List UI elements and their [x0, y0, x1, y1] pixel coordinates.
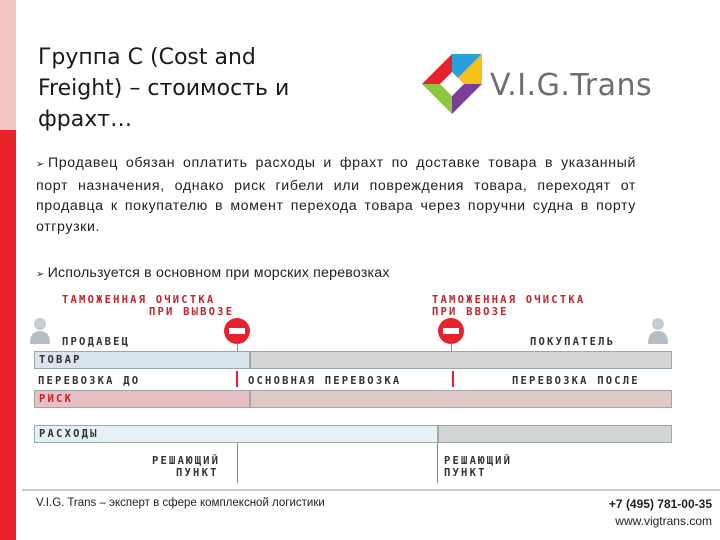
bullet-arrow-icon: ➢	[36, 159, 45, 170]
footer-contacts	[609, 496, 712, 530]
footer-phone: +7 (495) 781-00-35	[608, 497, 712, 511]
buyer-person-icon	[646, 316, 670, 346]
decisive-point-right-line-2: ПУНКТ	[444, 467, 487, 479]
decisive-point-left-line-1: РЕШАЮЩИЙ	[152, 455, 221, 467]
seller-person-icon	[28, 316, 52, 346]
logo-text: V.I.G.Trans	[490, 68, 653, 103]
goods-bar-seller	[34, 351, 250, 369]
risk-bar-seller	[34, 390, 250, 408]
title-line-1: Группа C (Cost and	[38, 45, 256, 70]
costs-label: РАСХОДЫ	[39, 428, 99, 440]
import-boundary-line	[451, 343, 452, 351]
footer-website-link[interactable]: www.vigtrans.com	[615, 514, 712, 528]
customs-import-line-2: ПРИ ВВОЗЕ	[432, 306, 509, 318]
decisive-point-line-right	[437, 443, 438, 483]
bullet-arrow-icon: ➢	[36, 269, 45, 280]
customs-export-line-2: ПРИ ВЫВОЗЕ	[149, 306, 235, 318]
decisive-point-line-left	[237, 443, 238, 483]
costs-bar-buyer	[438, 425, 672, 443]
decisive-point-right-line-1: РЕШАЮЩИЙ	[444, 455, 513, 467]
carriage-divider-right	[452, 371, 454, 387]
costs-bar-seller	[34, 425, 438, 443]
customs-import-line-1: ТАМОЖЕННАЯ ОЧИСТКА	[432, 294, 586, 306]
export-boundary-line	[237, 343, 238, 351]
carriage-divider-left	[236, 371, 238, 387]
risk-bar-buyer	[250, 390, 672, 408]
paragraph-2-text: Используется в основном при морских перевозках	[47, 265, 390, 281]
decisive-point-left-line-2: ПУНКТ	[176, 467, 219, 479]
buyer-label: ПОКУПАТЕЛЬ	[530, 336, 616, 348]
title-line-2: Freight) – стоимость и	[38, 76, 290, 101]
risk-label: РИСК	[39, 393, 74, 405]
no-entry-sign-import-icon	[437, 317, 465, 345]
footer-divider	[22, 489, 720, 491]
no-entry-sign-export-icon	[223, 317, 251, 345]
customs-export-line-1: ТАМОЖЕННАЯ ОЧИСТКА	[62, 294, 216, 306]
footer-tagline: V.I.G. Trans – эксперт в сфере комплексной логистики	[36, 497, 325, 509]
paragraph-1-text: Продавец обязан оплатить расходы и фрахт по доставке товара в указанный порт назначения, однако риск гибели или повреждения товара, переходят от продавца к покупателю в момент перехода товара через поручни судна в порту отгрузки.	[36, 155, 636, 235]
main-carriage-label: ОСНОВНАЯ ПЕРЕВОЗКА	[248, 375, 402, 387]
title-line-3: фрахт…	[38, 107, 133, 132]
seller-label: ПРОДАВЕЦ	[62, 336, 131, 348]
carriage-after-label: ПЕРЕВОЗКА ПОСЛЕ	[512, 375, 640, 387]
goods-label: ТОВАР	[39, 354, 82, 366]
carriage-before-label: ПЕРЕВОЗКА ДО	[38, 375, 141, 387]
goods-bar-buyer	[250, 351, 672, 369]
